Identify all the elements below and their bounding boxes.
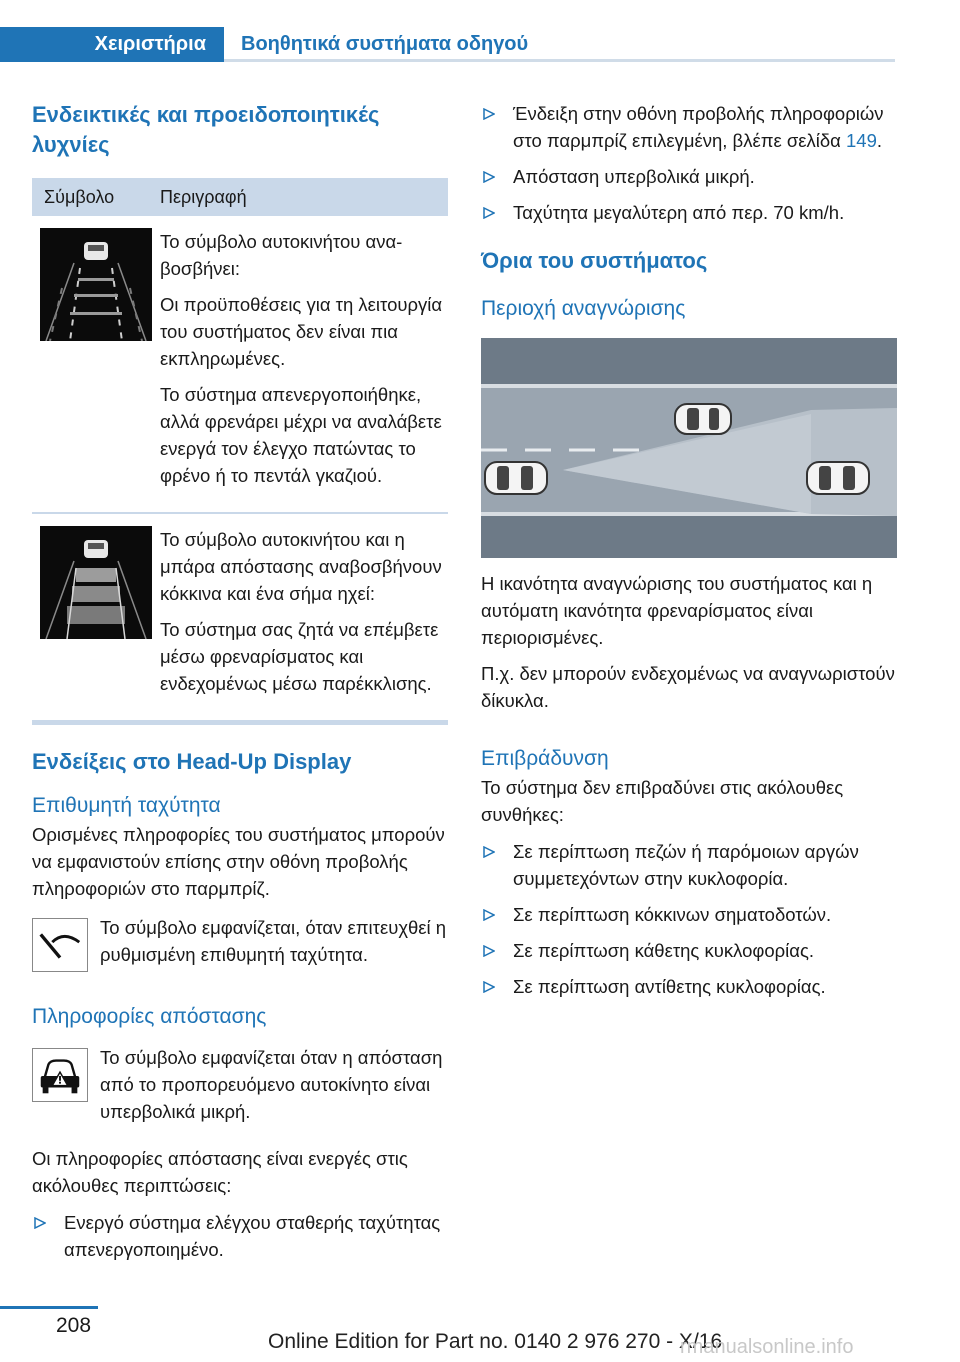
triangle-bullet-icon	[483, 846, 495, 858]
column-header-symbol: Σύμβολο	[44, 186, 115, 207]
list-item	[481, 100, 897, 154]
list-item	[481, 901, 897, 928]
table-row	[32, 216, 448, 514]
subsection-title-deceleration: Επιβράδυνση	[481, 747, 609, 770]
right-column	[481, 100, 897, 1009]
list-item	[481, 937, 897, 964]
row1-paragraph: Το σύστημα απενεργοποιήθηκε, αλλά φρενάρει μέχρι να αναλάβετε ενεργά τον έλεγχο πατώντας το φρένο ή το πεντάλ γκαζιού.	[160, 384, 442, 486]
table-header	[32, 178, 448, 216]
triangle-bullet-icon	[483, 108, 495, 120]
subsection-title-desired-speed: Επιθυμητή ταχύτητα	[32, 794, 221, 817]
list-item-text: Απόσταση υπερβολικά μικρή.	[513, 166, 755, 187]
detection-range-illustration	[481, 338, 897, 558]
triangle-bullet-icon	[483, 909, 495, 921]
distance-icon-row	[32, 1044, 448, 1125]
desired-speed-text: Ορισμένες πληροφορίες του συστήματος μπορούν να εμφανιστούν επίσης στην οθόνη προβολής πληροφοριών στο παρμπρίζ.	[32, 824, 445, 899]
distance-conditions-list-continued	[481, 100, 897, 226]
distance-icon-text: Το σύμβολο εμφανίζεται όταν η απόσταση από το προπορευόμενο αυτοκίνητο είναι υπερβολικά μικρή.	[100, 1047, 443, 1122]
chapter-tab: Χειριστήρια	[0, 27, 224, 62]
detection-text-1: Η ικανότητα αναγνώρισης του συστήματος και η αυτόματη ικανότητα φρεναρίσματος είναι περιορισμένες.	[481, 573, 873, 648]
edition-text: Online Edition for Part no. 0140 2 976 270 - X/16	[268, 1330, 723, 1353]
list-item	[481, 838, 897, 892]
distance-active-text: Οι πληροφορίες απόστασης είναι ενεργές στις ακόλουθες περιπτώσεις:	[32, 1148, 408, 1196]
list-item-text: Σε περίπτωση κάθετης κυκλοφορίας.	[513, 940, 815, 961]
detection-text-2: Π.χ. δεν μπορούν ενδεχομένως να αναγνωριστούν δίκυκλα.	[481, 663, 895, 711]
car-right-icon	[807, 462, 869, 494]
row1-paragraph: Το σύμβολο αυτοκινήτου αναβοσβήνει:	[160, 231, 403, 279]
list-item-text: Σε περίπτωση πεζών ή παρόμοιων αργών συμμετεχόντων στην κυκλοφορία.	[513, 841, 859, 889]
row2-paragraph: Το σύμβολο αυτοκινήτου και η μπάρα απόστασης αναβοσβήνουν κόκκινα και ένα σήμα ηχεί:	[160, 529, 442, 604]
deceleration-text: Το σύστημα δεν επιβραδύνει στις ακόλουθες συνθήκες:	[481, 777, 844, 825]
list-item-text: .	[876, 130, 883, 151]
table-row	[32, 514, 448, 725]
left-column	[32, 100, 448, 1272]
page-reference-link[interactable]: 149	[846, 130, 877, 151]
triangle-bullet-icon	[34, 1217, 46, 1229]
watermark: rmanualsonline.info	[680, 1336, 854, 1358]
page-number: 208	[56, 1314, 92, 1337]
list-item-text: Ενεργό σύστημα ελέγχου σταθερής ταχύτητας απενεργοποιημένο.	[64, 1212, 441, 1260]
triangle-bullet-icon	[483, 207, 495, 219]
car-distance-bar-icon	[40, 526, 152, 639]
section-title-hud: Ενδείξεις στο Head-Up Display	[32, 749, 352, 774]
car-left-icon	[485, 462, 547, 494]
list-item-text: Ένδειξη στην οθόνη προβολής πληροφοριών στο παρμπρίζ επιλεγμένη, βλέπε σελίδα	[513, 103, 884, 151]
row1-paragraph: Οι προϋποθέσεις για τη λειτουργία του συστήματος δεν είναι πια εκπληρωμένες.	[160, 294, 443, 369]
car-warning-icon	[32, 1048, 88, 1102]
desired-speed-icon-text: Το σύμβολο εμφανίζεται, όταν επιτευχθεί η ρυθμισμένη επιθυμητή ταχύτητα.	[100, 917, 447, 965]
indicators-table	[32, 178, 448, 725]
section-tab: Βοηθητικά συστήματα οδηγού	[241, 33, 529, 55]
row2-paragraph: Το σύστημα σας ζητά να επέμβετε μέσω φρεναρίσματος και ενδεχομένως μέσω παρέκκλισης.	[160, 619, 439, 694]
footer-divider	[0, 1306, 98, 1309]
column-header-description: Περιγραφή	[160, 186, 247, 207]
list-item	[481, 973, 897, 1000]
section-title-limits: Όρια του συστήματος	[481, 248, 708, 273]
list-item-text: Σε περίπτωση αντίθετης κυκλοφορίας.	[513, 976, 826, 997]
section-title-indicators: Ενδεικτικές και προειδοποιητικές λυχνίες	[32, 102, 380, 157]
header-divider	[224, 59, 895, 62]
page-header	[0, 0, 960, 62]
list-item	[481, 199, 897, 226]
distance-conditions-list	[32, 1209, 448, 1263]
list-item-text: Σε περίπτωση κόκκινων σηματοδοτών.	[513, 904, 832, 925]
car-center-icon	[675, 404, 731, 434]
car-symbol-flashing-icon	[40, 228, 152, 341]
desired-speed-icon-row	[32, 914, 448, 972]
list-item-text: Ταχύτητα μεγαλύτερη από περ. 70 km/h.	[513, 202, 845, 223]
list-item	[32, 1209, 448, 1263]
subsection-title-distance: Πληροφορίες απόστασης	[32, 1005, 267, 1028]
deceleration-conditions-list	[481, 838, 897, 1000]
triangle-bullet-icon	[483, 171, 495, 183]
triangle-bullet-icon	[483, 945, 495, 957]
speedometer-needle-icon	[32, 918, 88, 972]
list-item	[481, 163, 897, 190]
triangle-bullet-icon	[483, 981, 495, 993]
subsection-title-detection: Περιοχή αναγνώρισης	[481, 297, 686, 320]
